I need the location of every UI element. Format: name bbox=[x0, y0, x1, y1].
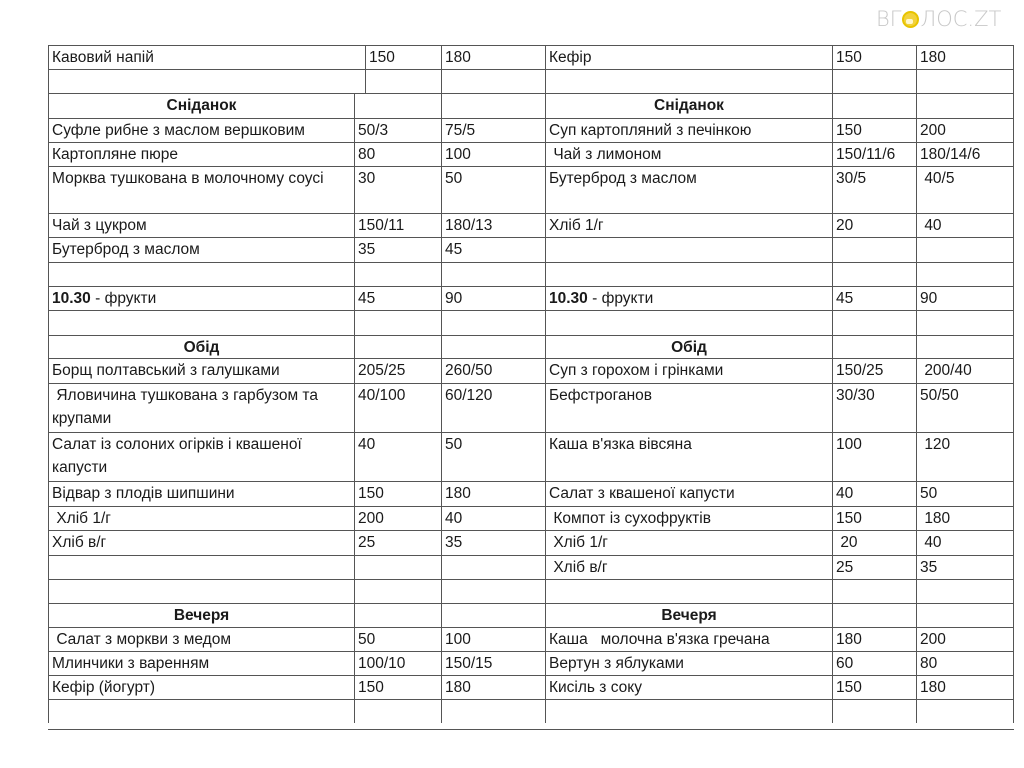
menu-table bbox=[48, 45, 1014, 723]
right-dish-name-cell bbox=[545, 166, 832, 213]
portion-value: 180 bbox=[836, 631, 862, 648]
table-row bbox=[48, 262, 1014, 286]
portion-value: 205/25 bbox=[358, 362, 406, 379]
portion-value: 150 bbox=[836, 122, 862, 139]
table-row bbox=[48, 579, 1014, 603]
left-portion-small-cell bbox=[354, 237, 441, 262]
portion-value: 200 bbox=[358, 510, 384, 527]
left-portion-large-cell bbox=[441, 383, 545, 432]
right-portion-large-cell bbox=[916, 675, 1014, 699]
table-row bbox=[48, 45, 1014, 69]
left-portion-small-cell bbox=[354, 627, 441, 651]
portion-value: 25 bbox=[358, 534, 376, 551]
dish-name: Компот із сухофруктів bbox=[549, 510, 711, 527]
left-dish-name-cell bbox=[48, 530, 354, 555]
dish-name: Чай з цукром bbox=[52, 217, 147, 234]
left-portion-large-cell bbox=[441, 237, 545, 262]
meal-header-row bbox=[48, 93, 1014, 118]
right-portion-small-cell bbox=[832, 358, 916, 383]
right-dish-name-cell bbox=[545, 627, 832, 651]
left-portion-large-cell bbox=[441, 555, 545, 579]
portion-value: 80 bbox=[358, 146, 376, 163]
right-portion-small-cell bbox=[832, 699, 916, 723]
table-row bbox=[48, 432, 1014, 481]
meal-title: Обід bbox=[183, 339, 220, 356]
left-portion-large-cell bbox=[441, 69, 545, 93]
portion-value: 50 bbox=[358, 631, 376, 648]
dish-name: Суп картопляний з печінкою bbox=[549, 122, 752, 139]
portion-value: 180 bbox=[445, 49, 471, 66]
right-dish-name-cell bbox=[545, 93, 832, 118]
portion-value: 150/25 bbox=[836, 362, 884, 379]
right-portion-large-cell bbox=[916, 506, 1014, 530]
dish-name: Кисіль з соку bbox=[549, 679, 642, 696]
left-portion-large-cell bbox=[441, 699, 545, 723]
right-portion-large-cell bbox=[916, 603, 1014, 627]
left-portion-small-cell bbox=[354, 603, 441, 627]
portion-value: 75/5 bbox=[445, 122, 476, 139]
dish-name: Відвар з плодів шипшини bbox=[52, 485, 235, 502]
right-portion-large-cell bbox=[916, 93, 1014, 118]
left-portion-small-cell bbox=[354, 213, 441, 237]
right-dish-name-cell bbox=[545, 262, 832, 286]
right-dish-name-cell bbox=[545, 286, 832, 310]
left-portion-small-cell bbox=[354, 335, 441, 358]
portion-value: 50 bbox=[445, 436, 463, 453]
meal-title: Вечеря bbox=[661, 607, 717, 624]
portion-value: 150/11/6 bbox=[836, 146, 896, 163]
right-dish-name-cell bbox=[545, 358, 832, 383]
dish-name: Кефір (йогурт) bbox=[52, 679, 155, 696]
left-portion-small-cell bbox=[365, 69, 441, 93]
portion-value: 30/5 bbox=[836, 170, 867, 187]
right-dish-name-cell bbox=[545, 481, 832, 506]
portion-value: 90 bbox=[920, 290, 938, 307]
left-portion-large-cell bbox=[441, 432, 545, 481]
logo-text-left: ВГ bbox=[876, 7, 902, 31]
left-portion-small-cell bbox=[365, 45, 441, 69]
left-dish-name-cell bbox=[48, 118, 354, 142]
right-portion-large-cell bbox=[916, 358, 1014, 383]
right-dish-name-cell bbox=[545, 142, 832, 166]
right-portion-large-cell bbox=[916, 481, 1014, 506]
portion-value: 35 bbox=[920, 559, 938, 576]
right-portion-small-cell bbox=[832, 432, 916, 481]
portion-value: 20 bbox=[836, 534, 858, 551]
left-portion-small-cell bbox=[354, 358, 441, 383]
right-portion-large-cell bbox=[916, 262, 1014, 286]
left-portion-small-cell bbox=[354, 481, 441, 506]
left-portion-small-cell bbox=[354, 699, 441, 723]
left-portion-large-cell bbox=[441, 627, 545, 651]
left-dish-name-cell bbox=[48, 699, 354, 723]
right-portion-small-cell bbox=[832, 166, 916, 213]
table-row bbox=[48, 555, 1014, 579]
left-portion-small-cell bbox=[354, 555, 441, 579]
left-portion-large-cell bbox=[441, 93, 545, 118]
right-portion-large-cell bbox=[916, 555, 1014, 579]
table-row bbox=[48, 286, 1014, 310]
left-dish-name-cell bbox=[48, 166, 354, 213]
left-portion-large-cell bbox=[441, 286, 545, 310]
portion-value: 100 bbox=[445, 146, 471, 163]
table-row bbox=[48, 675, 1014, 699]
left-dish-name-cell bbox=[48, 93, 354, 118]
left-dish-name-cell bbox=[48, 213, 354, 237]
portion-value: 20 bbox=[836, 217, 854, 234]
left-portion-small-cell bbox=[354, 142, 441, 166]
right-portion-small-cell bbox=[832, 118, 916, 142]
portion-value: 50/50 bbox=[920, 387, 959, 404]
left-dish-name-cell bbox=[48, 481, 354, 506]
right-dish-name-cell bbox=[545, 555, 832, 579]
left-portion-large-cell bbox=[441, 166, 545, 213]
right-portion-small-cell bbox=[832, 213, 916, 237]
left-portion-large-cell bbox=[441, 45, 545, 69]
portion-value: 150/15 bbox=[445, 655, 493, 672]
left-portion-large-cell bbox=[441, 675, 545, 699]
portion-value: 40 bbox=[445, 510, 463, 527]
dish-name: Хліб в/г bbox=[52, 534, 107, 551]
dish-name: Бефстроганов bbox=[549, 387, 652, 404]
dish-name: Салат з моркви з медом bbox=[52, 631, 231, 648]
right-dish-name-cell bbox=[545, 310, 832, 335]
table-row bbox=[48, 651, 1014, 675]
right-portion-large-cell bbox=[916, 383, 1014, 432]
left-dish-name-cell bbox=[48, 383, 354, 432]
portion-value: 150 bbox=[836, 510, 862, 527]
portion-value: 150 bbox=[369, 49, 395, 66]
right-dish-name-cell bbox=[545, 579, 832, 603]
meal-title: Сніданок bbox=[654, 97, 724, 114]
portion-value: 180 bbox=[445, 679, 471, 696]
time-label: 10.30 bbox=[52, 290, 91, 307]
right-dish-name-cell bbox=[545, 118, 832, 142]
left-portion-small-cell bbox=[354, 506, 441, 530]
portion-value: 100 bbox=[445, 631, 471, 648]
left-portion-large-cell bbox=[441, 213, 545, 237]
right-dish-name-cell bbox=[545, 699, 832, 723]
portion-value: 200 bbox=[920, 122, 946, 139]
right-dish-name-cell bbox=[545, 383, 832, 432]
dish-name: Кавовий напій bbox=[52, 49, 154, 66]
right-portion-large-cell bbox=[916, 45, 1014, 69]
left-portion-large-cell bbox=[441, 118, 545, 142]
table-row bbox=[48, 237, 1014, 262]
portion-value: 180 bbox=[920, 510, 951, 527]
portion-value: 35 bbox=[358, 241, 376, 258]
right-portion-small-cell bbox=[832, 506, 916, 530]
portion-value: 50/3 bbox=[358, 122, 389, 139]
dish-name: Картопляне пюре bbox=[52, 146, 179, 163]
logo-bulb-icon bbox=[902, 11, 919, 28]
right-portion-small-cell bbox=[832, 555, 916, 579]
right-portion-large-cell bbox=[916, 579, 1014, 603]
left-portion-large-cell bbox=[441, 651, 545, 675]
right-portion-small-cell bbox=[832, 675, 916, 699]
left-portion-small-cell bbox=[354, 93, 441, 118]
left-dish-name-cell bbox=[48, 555, 354, 579]
dish-name: Хліб 1/г bbox=[549, 217, 604, 234]
meal-header-row bbox=[48, 335, 1014, 358]
dish-name: Суп з горохом і грінками bbox=[549, 362, 724, 379]
meal-header-row bbox=[48, 603, 1014, 627]
dish-name: Каша в'язка вівсяна bbox=[549, 436, 692, 453]
portion-value: 150 bbox=[836, 49, 862, 66]
dish-name: Суфле рибне з маслом вершковим bbox=[52, 122, 305, 139]
left-portion-small-cell bbox=[354, 262, 441, 286]
left-dish-name-cell bbox=[48, 358, 354, 383]
left-dish-name-cell bbox=[48, 262, 354, 286]
dish-name: Салат із солоних огірків і квашеної капусти bbox=[52, 436, 307, 476]
left-dish-name-cell bbox=[48, 675, 354, 699]
portion-value: 35 bbox=[445, 534, 463, 551]
left-dish-name-cell bbox=[48, 335, 354, 358]
right-portion-small-cell bbox=[832, 93, 916, 118]
dish-name: Бутерброд з маслом bbox=[52, 241, 200, 258]
portion-value: 150 bbox=[358, 485, 384, 502]
dish-name: Каша молочна в'язка гречана bbox=[549, 631, 770, 648]
left-portion-large-cell bbox=[441, 310, 545, 335]
left-dish-name-cell bbox=[48, 651, 354, 675]
right-portion-small-cell bbox=[832, 530, 916, 555]
right-portion-large-cell bbox=[916, 699, 1014, 723]
left-dish-name-cell bbox=[48, 45, 365, 69]
table-row bbox=[48, 530, 1014, 555]
right-portion-small-cell bbox=[832, 579, 916, 603]
table-row bbox=[48, 358, 1014, 383]
portion-value: 40 bbox=[920, 534, 942, 551]
dish-name: Бутерброд з маслом bbox=[549, 170, 697, 187]
logo-text-right: ЛОС.ZT bbox=[920, 7, 1002, 31]
right-portion-small-cell bbox=[832, 651, 916, 675]
right-portion-small-cell bbox=[832, 262, 916, 286]
portion-value: 180 bbox=[920, 679, 946, 696]
table-row bbox=[48, 383, 1014, 432]
time-label: 10.30 bbox=[549, 290, 588, 307]
left-dish-name-cell bbox=[48, 69, 365, 93]
table-row bbox=[48, 118, 1014, 142]
portion-value: 150 bbox=[836, 679, 862, 696]
left-dish-name-cell bbox=[48, 579, 354, 603]
table-row bbox=[48, 166, 1014, 213]
dish-name: Кефір bbox=[549, 49, 592, 66]
right-portion-small-cell bbox=[832, 69, 916, 93]
right-portion-large-cell bbox=[916, 118, 1014, 142]
table-row bbox=[48, 69, 1014, 93]
right-portion-large-cell bbox=[916, 69, 1014, 93]
right-portion-large-cell bbox=[916, 142, 1014, 166]
meal-title: Вечеря bbox=[173, 607, 230, 624]
right-portion-small-cell bbox=[832, 383, 916, 432]
right-portion-large-cell bbox=[916, 651, 1014, 675]
right-portion-small-cell bbox=[832, 335, 916, 358]
right-dish-name-cell bbox=[545, 675, 832, 699]
left-dish-name-cell bbox=[48, 432, 354, 481]
table-row bbox=[48, 627, 1014, 651]
portion-value: 180/14/6 bbox=[920, 146, 981, 163]
left-dish-name-cell bbox=[48, 310, 354, 335]
portion-value: 200 bbox=[920, 631, 946, 648]
portion-value: 90 bbox=[445, 290, 463, 307]
portion-value: 40 bbox=[836, 485, 854, 502]
portion-value: 45 bbox=[358, 290, 376, 307]
right-dish-name-cell bbox=[545, 45, 832, 69]
table-row bbox=[48, 142, 1014, 166]
dish-name: - фрукти bbox=[90, 290, 157, 307]
table-row bbox=[48, 481, 1014, 506]
left-dish-name-cell bbox=[48, 237, 354, 262]
left-portion-small-cell bbox=[354, 530, 441, 555]
left-portion-large-cell bbox=[441, 506, 545, 530]
portion-value: 80 bbox=[920, 655, 938, 672]
left-dish-name-cell bbox=[48, 142, 354, 166]
right-portion-large-cell bbox=[916, 237, 1014, 262]
right-portion-large-cell bbox=[916, 166, 1014, 213]
left-dish-name-cell bbox=[48, 603, 354, 627]
table-row bbox=[48, 310, 1014, 335]
portion-value: 40/5 bbox=[920, 170, 955, 187]
left-portion-large-cell bbox=[441, 579, 545, 603]
left-portion-small-cell bbox=[354, 118, 441, 142]
dish-name: - фрукти bbox=[587, 290, 654, 307]
left-portion-large-cell bbox=[441, 142, 545, 166]
dish-name: Яловичина тушкована з гарбузом та крупами bbox=[52, 387, 323, 427]
right-portion-small-cell bbox=[832, 627, 916, 651]
table-row bbox=[48, 213, 1014, 237]
left-portion-small-cell bbox=[354, 432, 441, 481]
left-portion-small-cell bbox=[354, 310, 441, 335]
portion-value: 150/11 bbox=[358, 217, 405, 234]
right-portion-small-cell bbox=[832, 603, 916, 627]
left-portion-large-cell bbox=[441, 530, 545, 555]
portion-value: 180/13 bbox=[445, 217, 493, 234]
table-row bbox=[48, 506, 1014, 530]
dish-name: Хліб 1/г bbox=[52, 510, 111, 527]
meal-title: Обід bbox=[671, 339, 707, 356]
portion-value: 100 bbox=[836, 436, 862, 453]
portion-value: 180 bbox=[445, 485, 471, 502]
dish-name: Морква тушкована в молочному соусі bbox=[52, 170, 324, 187]
table-bottom-border bbox=[48, 729, 1014, 730]
right-portion-small-cell bbox=[832, 45, 916, 69]
left-portion-small-cell bbox=[354, 579, 441, 603]
right-portion-small-cell bbox=[832, 142, 916, 166]
portion-value: 25 bbox=[836, 559, 854, 576]
portion-value: 180 bbox=[920, 49, 946, 66]
right-dish-name-cell bbox=[545, 506, 832, 530]
site-logo bbox=[876, 6, 1016, 32]
left-portion-small-cell bbox=[354, 383, 441, 432]
right-portion-small-cell bbox=[832, 310, 916, 335]
dish-name: Чай з лимоном bbox=[549, 146, 662, 163]
left-portion-large-cell bbox=[441, 603, 545, 627]
dish-name: Борщ полтавський з галушками bbox=[52, 362, 280, 379]
left-dish-name-cell bbox=[48, 286, 354, 310]
portion-value: 45 bbox=[445, 241, 463, 258]
right-dish-name-cell bbox=[545, 603, 832, 627]
left-portion-large-cell bbox=[441, 358, 545, 383]
portion-value: 60 bbox=[836, 655, 854, 672]
right-dish-name-cell bbox=[545, 530, 832, 555]
left-dish-name-cell bbox=[48, 627, 354, 651]
portion-value: 200/40 bbox=[920, 362, 972, 379]
right-portion-large-cell bbox=[916, 530, 1014, 555]
portion-value: 60/120 bbox=[445, 387, 493, 404]
left-portion-large-cell bbox=[441, 262, 545, 286]
left-portion-small-cell bbox=[354, 651, 441, 675]
portion-value: 50 bbox=[445, 170, 463, 187]
right-portion-small-cell bbox=[832, 237, 916, 262]
right-portion-large-cell bbox=[916, 213, 1014, 237]
portion-value: 100/10 bbox=[358, 655, 406, 672]
right-dish-name-cell bbox=[545, 69, 832, 93]
left-dish-name-cell bbox=[48, 506, 354, 530]
right-portion-large-cell bbox=[916, 432, 1014, 481]
right-dish-name-cell bbox=[545, 335, 832, 358]
right-portion-small-cell bbox=[832, 286, 916, 310]
right-dish-name-cell bbox=[545, 213, 832, 237]
dish-name: Хліб в/г bbox=[549, 559, 608, 576]
portion-value: 40 bbox=[358, 436, 376, 453]
portion-value: 30/30 bbox=[836, 387, 875, 404]
portion-value: 120 bbox=[920, 436, 951, 453]
dish-name: Салат з квашеної капусти bbox=[549, 485, 735, 502]
portion-value: 40/100 bbox=[358, 387, 406, 404]
left-portion-small-cell bbox=[354, 286, 441, 310]
right-portion-large-cell bbox=[916, 627, 1014, 651]
meal-title: Сніданок bbox=[166, 97, 237, 114]
right-dish-name-cell bbox=[545, 237, 832, 262]
portion-value: 30 bbox=[358, 170, 376, 187]
portion-value: 40 bbox=[920, 217, 942, 234]
dish-name: Хліб 1/г bbox=[549, 534, 608, 551]
portion-value: 50 bbox=[920, 485, 938, 502]
left-portion-large-cell bbox=[441, 335, 545, 358]
table-row bbox=[48, 699, 1014, 723]
dish-name: Вертун з яблуками bbox=[549, 655, 684, 672]
right-portion-large-cell bbox=[916, 286, 1014, 310]
portion-value: 150 bbox=[358, 679, 384, 696]
right-portion-small-cell bbox=[832, 481, 916, 506]
left-portion-small-cell bbox=[354, 675, 441, 699]
right-dish-name-cell bbox=[545, 651, 832, 675]
right-dish-name-cell bbox=[545, 432, 832, 481]
left-portion-large-cell bbox=[441, 481, 545, 506]
portion-value: 45 bbox=[836, 290, 854, 307]
right-portion-large-cell bbox=[916, 335, 1014, 358]
right-portion-large-cell bbox=[916, 310, 1014, 335]
portion-value: 260/50 bbox=[445, 362, 493, 379]
dish-name: Млинчики з варенням bbox=[52, 655, 210, 672]
left-portion-small-cell bbox=[354, 166, 441, 213]
